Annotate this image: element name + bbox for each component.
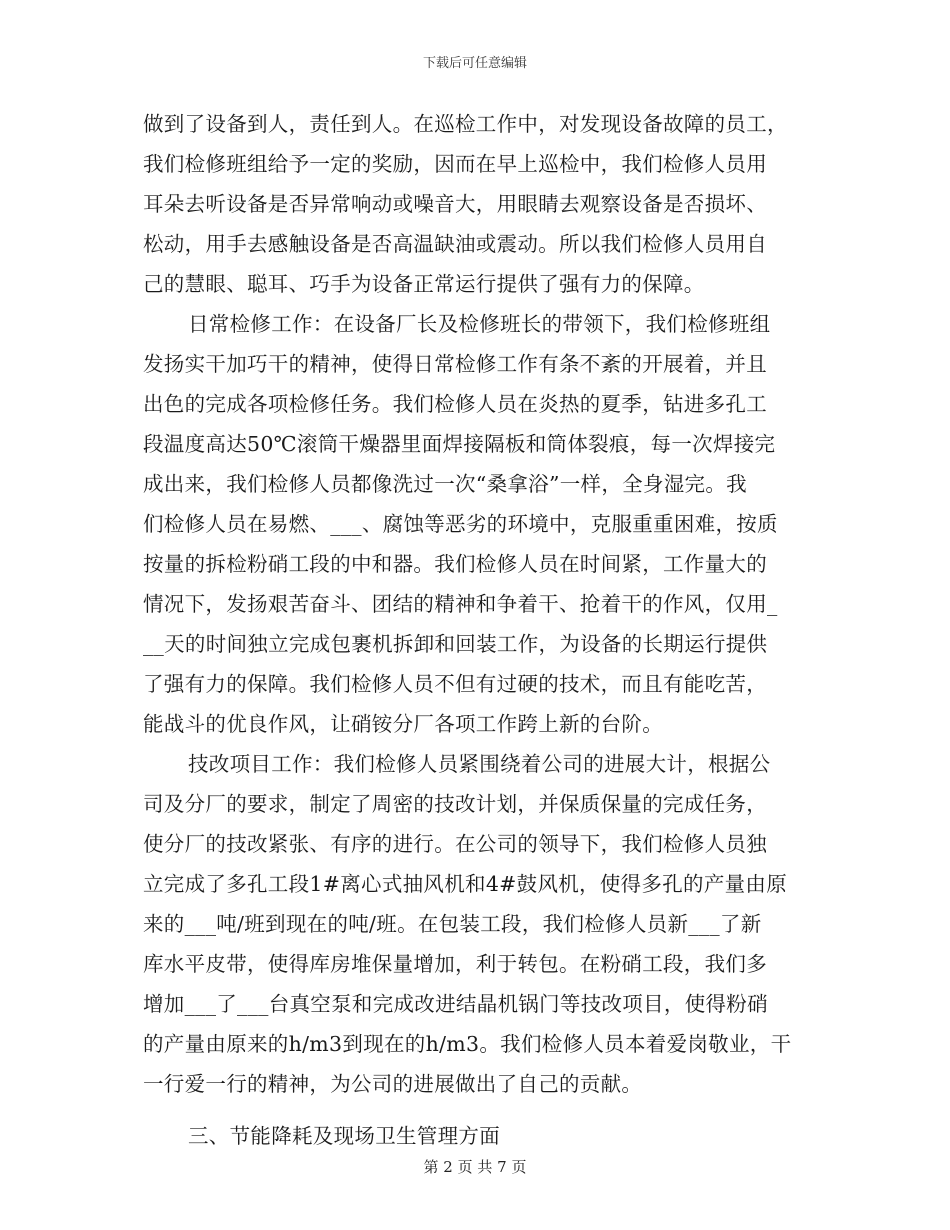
page-number: 第 2 页 共 7 页 [423,1158,527,1176]
paragraph-equipment-responsibility [143,104,809,304]
text-line: 发扬实干加巧干的精神，使得日常检修工作有条不紊的开展着，并且 [143,352,767,376]
document-body [143,104,809,1156]
text-line: 技改项目工作：我们检修人员紧围绕着公司的进展大计，根据公 [188,752,771,776]
text-line: 耳朵去听设备是否异常响动或噪音大，用眼睛去观察设备是否损坏、 [143,192,767,216]
text-line: 己的慧眼、聪耳、巧手为设备正常运行提供了强有力的保障。 [143,272,705,296]
text-line: 司及分厂的要求，制定了周密的技改计划，并保质保量的完成任务， [143,792,767,816]
text-line: 情况下，发扬艰苦奋斗、团结的精神和争着干、抢着干的作风，仅用_ [143,592,778,616]
text-line: 松动，用手去感触设备是否高温缺油或震动。所以我们检修人员用自 [143,232,767,256]
section-heading: 三、节能降耗及现场卫生管理方面 [188,1124,500,1148]
paragraph-technical-renovation [143,744,809,1104]
text-line: 我们检修班组给予一定的奖励，因而在早上巡检中，我们检修人员用 [143,152,767,176]
text-line: 出色的完成各项检修任务。我们检修人员在炎热的夏季，钻进多孔工 [143,392,767,416]
text-line: 的产量由原来的h/m3到现在的h/m3。我们检修人员本着爱岗敬业，干 [143,1032,792,1056]
text-line: 们检修人员在易燃、___、腐蚀等恶劣的环境中，克服重重困难，按质 [143,512,778,536]
text-line: 一行爱一行的精神，为公司的进展做出了自己的贡献。 [143,1072,643,1096]
text-line: 做到了设备到人，责任到人。在巡检工作中，对发现设备故障的员工， [143,112,788,136]
text-line: 成出来，我们检修人员都像洗过一次“桑拿浴”一样，全身湿完。我 [143,472,747,496]
page-header: 下载后可任意编辑 [422,56,527,71]
text-line: 立完成了多孔工段1#离心式抽风机和4#鼓风机，使得多孔的产量由原 [143,872,788,896]
section-heading-energy-saving [143,1116,809,1156]
text-line: 按量的拆检粉硝工段的中和器。我们检修人员在时间紧，工作量大的 [143,552,767,576]
text-line: 使分厂的技改紧张、有序的进行。在公司的领导下，我们检修人员独 [143,832,767,856]
text-line: 来的___吨/班到现在的吨/班。在包装工段，我们检修人员新___了新 [143,912,762,936]
text-line: 日常检修工作：在设备厂长及检修班长的带领下，我们检修班组 [188,312,771,336]
text-line: 增加___了___台真空泵和完成改进结晶机锅门等技改项目，使得粉硝 [143,992,768,1016]
text-line: 段温度高达50℃滚筒干燥器里面焊接隔板和筒体裂痕，每一次焊接完 [143,432,776,456]
paragraph-daily-maintenance [143,304,809,744]
text-line: 库水平皮带，使得库房堆保量增加，利于转包。在粉硝工段，我们多 [143,952,767,976]
text-line: 能战斗的优良作风，让硝铵分厂各项工作跨上新的台阶。 [143,712,663,736]
text-line: __天的时间独立完成包裹机拆卸和回装工作，为设备的长期运行提供 [143,632,768,656]
text-line: 了强有力的保障。我们检修人员不但有过硬的技术，而且有能吃苦， [143,672,767,696]
